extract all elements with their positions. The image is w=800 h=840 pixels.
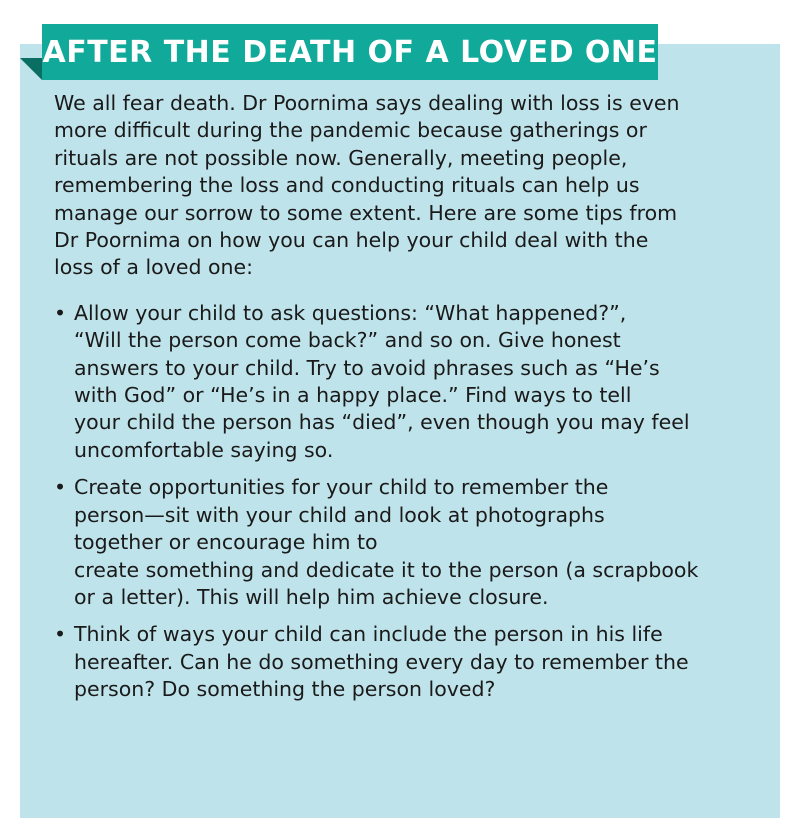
tip-line: person—sit with your child and look at photographs [74, 502, 605, 527]
tip-line: Allow your child to ask questions: “What happened?”, [74, 300, 627, 325]
intro-paragraph [54, 90, 766, 282]
intro-line: We all fear death. Dr Poornima says dealing with loss is even [54, 91, 680, 115]
intro-line: Dr Poornima on how you can help your child deal with the [54, 228, 649, 253]
article-body [54, 90, 766, 714]
tip-line: person? Do something the person loved? [74, 677, 496, 702]
tip-line: answers to your child. Try to avoid phrases such as “He’s [74, 355, 660, 380]
page-title: AFTER THE DEATH OF A LOVED ONE [42, 34, 658, 70]
intro-line: remembering the loss and conducting rituals can help us [54, 173, 640, 198]
bullet-icon: • [54, 622, 67, 647]
tip-item [54, 621, 766, 703]
bullet-icon: • [54, 475, 67, 500]
tip-line: Create opportunities for your child to remember the [74, 475, 609, 500]
tip-line: “Will the person come back?” and so on. Give honest [74, 328, 621, 353]
intro-line: more difficult during the pandemic because gatherings or [54, 118, 647, 143]
tip-line: Think of ways your child can include the person in his life [74, 622, 663, 647]
bullet-icon: • [54, 300, 67, 325]
tip-line: together or encourage him to [74, 530, 378, 555]
tip-line: or a letter). This will help him achieve closure. [74, 584, 549, 609]
tip-item [54, 300, 766, 464]
tip-line: create something and dedicate it to the person (a scrapbook [74, 557, 699, 582]
intro-line: loss of a loved one: [54, 255, 254, 280]
tip-line: hereafter. Can he do something every day to remember the [74, 649, 689, 674]
tip-line: your child the person has “died”, even though you may feel [74, 410, 690, 435]
tip-line: with God” or “He’s in a happy place.” Find ways to tell [74, 383, 632, 408]
banner-fold [20, 58, 42, 80]
title-banner [42, 24, 658, 80]
tip-item [54, 474, 766, 611]
intro-line: rituals are not possible now. Generally, meeting people, [54, 145, 628, 170]
tip-line: uncomfortable saying so. [74, 437, 334, 462]
tips-list [54, 300, 766, 704]
intro-line: manage our sorrow to some extent. Here are some tips from [54, 200, 678, 225]
